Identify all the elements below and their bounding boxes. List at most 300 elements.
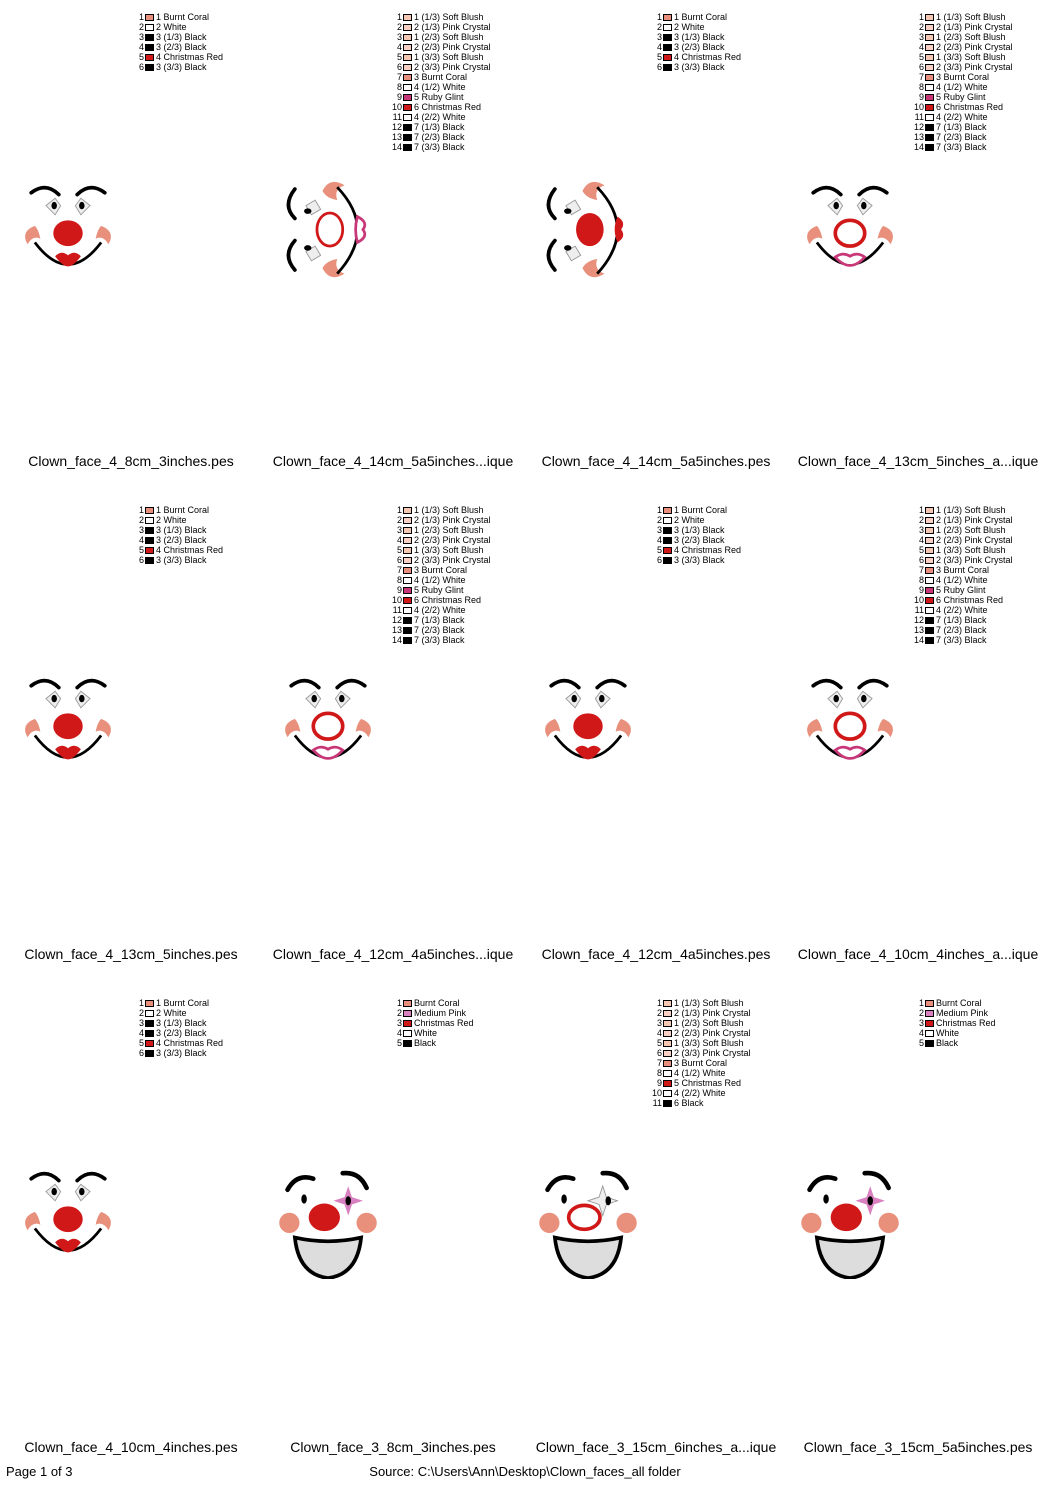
legend-row <box>646 32 741 42</box>
legend-step-number: 10 <box>391 102 402 112</box>
legend-thread-name: 4 Christmas Red <box>156 1038 224 1048</box>
legend-step-number: 6 <box>918 555 924 565</box>
legend-row <box>128 1028 223 1038</box>
legend-row <box>386 132 491 142</box>
color-swatch <box>663 1080 672 1087</box>
legend-thread-name: 4 (2/2) White <box>936 605 988 615</box>
color-swatch <box>403 74 412 81</box>
legend-step-number: 5 <box>656 52 662 62</box>
legend-step-number: 5 <box>396 1038 402 1048</box>
color-swatch <box>925 44 934 51</box>
legend-row <box>386 52 491 62</box>
thread-color-legend <box>646 12 741 72</box>
legend-row <box>908 555 1013 565</box>
legend-row <box>646 1048 751 1058</box>
color-swatch <box>403 24 412 31</box>
legend-step-number: 12 <box>391 615 402 625</box>
legend-thread-name: Christmas Red <box>414 1018 474 1028</box>
color-swatch <box>145 1000 154 1007</box>
color-swatch <box>145 557 154 564</box>
legend-thread-name: 5 Ruby Glint <box>414 92 464 102</box>
clown-face-4-icon <box>534 671 642 786</box>
color-swatch <box>403 84 412 91</box>
color-swatch <box>145 54 154 61</box>
legend-thread-name: 1 (2/3) Soft Blush <box>936 32 1006 42</box>
color-swatch <box>403 54 412 61</box>
legend-step-number: 4 <box>396 42 402 52</box>
legend-step-number: 4 <box>656 1028 662 1038</box>
legend-row <box>646 515 741 525</box>
legend-thread-name: 1 Burnt Coral <box>156 12 210 22</box>
legend-row <box>386 525 491 535</box>
legend-step-number: 4 <box>918 42 924 52</box>
legend-step-number: 4 <box>918 1028 924 1038</box>
legend-step-number: 13 <box>913 625 924 635</box>
legend-row <box>386 635 491 645</box>
legend-thread-name: 2 (2/3) Pink Crystal <box>414 42 491 52</box>
color-swatch <box>925 607 934 614</box>
color-swatch <box>663 54 672 61</box>
color-swatch <box>403 547 412 554</box>
color-swatch <box>925 144 934 151</box>
legend-row <box>128 1018 223 1028</box>
legend-row <box>646 1078 751 1088</box>
legend-step-number: 3 <box>656 32 662 42</box>
legend-step-number: 13 <box>391 625 402 635</box>
legend-thread-name: Medium Pink <box>414 1008 467 1018</box>
design-cell <box>787 986 1049 1479</box>
color-swatch <box>403 607 412 614</box>
color-swatch <box>663 517 672 524</box>
legend-step-number: 8 <box>396 575 402 585</box>
legend-thread-name: 3 (3/3) Black <box>674 62 725 72</box>
thread-color-legend <box>386 12 491 152</box>
clown-face-4-icon <box>14 1164 122 1279</box>
legend-row <box>386 565 491 575</box>
legend-row <box>908 22 1013 32</box>
legend-step-number: 3 <box>396 32 402 42</box>
legend-row <box>646 1058 751 1068</box>
color-swatch <box>925 617 934 624</box>
legend-step-number: 11 <box>914 112 924 122</box>
legend-step-number: 10 <box>913 102 924 112</box>
legend-step-number: 14 <box>913 635 924 645</box>
legend-row <box>128 998 223 1008</box>
color-swatch <box>925 537 934 544</box>
legend-row <box>386 595 491 605</box>
legend-step-number: 1 <box>138 998 144 1008</box>
legend-thread-name: 7 (3/3) Black <box>936 142 987 152</box>
legend-step-number: 8 <box>918 82 924 92</box>
color-swatch <box>403 627 412 634</box>
legend-step-number: 3 <box>918 32 924 42</box>
color-swatch <box>925 34 934 41</box>
legend-step-number: 6 <box>918 62 924 72</box>
legend-thread-name: 1 (3/3) Soft Blush <box>414 545 484 555</box>
legend-thread-name: 7 (2/3) Black <box>414 132 465 142</box>
legend-row <box>386 998 474 1008</box>
legend-row <box>386 1038 474 1048</box>
legend-row <box>908 1038 996 1048</box>
legend-row <box>646 22 741 32</box>
legend-thread-name: 1 (1/3) Soft Blush <box>674 998 744 1008</box>
legend-row <box>908 545 1013 555</box>
legend-step-number: 5 <box>918 52 924 62</box>
legend-step-number: 11 <box>392 112 402 122</box>
legend-row <box>386 605 491 615</box>
source-path: Source: C:\Users\Ann\Desktop\Clown_faces_all folder <box>369 1464 681 1479</box>
legend-row <box>646 52 741 62</box>
legend-row <box>386 575 491 585</box>
legend-row <box>908 72 1013 82</box>
legend-thread-name: 3 (3/3) Black <box>156 62 207 72</box>
legend-row <box>386 12 491 22</box>
color-swatch <box>145 14 154 21</box>
legend-step-number: 6 <box>138 62 144 72</box>
color-swatch <box>925 507 934 514</box>
legend-step-number: 5 <box>138 1038 144 1048</box>
legend-row <box>908 1008 996 1018</box>
legend-row <box>386 615 491 625</box>
design-cell <box>525 493 787 986</box>
thread-color-legend <box>128 505 223 565</box>
legend-row <box>646 1068 751 1078</box>
color-swatch <box>663 24 672 31</box>
legend-thread-name: 7 (1/3) Black <box>414 615 465 625</box>
color-swatch <box>145 527 154 534</box>
legend-row <box>908 132 1013 142</box>
legend-thread-name: Burnt Coral <box>936 998 982 1008</box>
legend-step-number: 9 <box>918 92 924 102</box>
legend-thread-name: 1 Burnt Coral <box>674 12 728 22</box>
color-swatch <box>145 507 154 514</box>
legend-row <box>908 575 1013 585</box>
color-swatch <box>925 627 934 634</box>
legend-thread-name: 1 (2/3) Soft Blush <box>936 525 1006 535</box>
legend-row <box>908 62 1013 72</box>
color-swatch <box>663 1010 672 1017</box>
legend-step-number: 1 <box>138 505 144 515</box>
thread-color-legend <box>646 998 751 1108</box>
legend-row <box>128 505 223 515</box>
legend-row <box>908 42 1013 52</box>
color-swatch <box>925 597 934 604</box>
legend-step-number: 3 <box>138 1018 144 1028</box>
color-swatch <box>663 1100 672 1107</box>
color-swatch <box>403 587 412 594</box>
legend-row <box>908 102 1013 112</box>
design-cell <box>525 986 787 1479</box>
legend-thread-name: 5 Ruby Glint <box>414 585 464 595</box>
legend-thread-name: 1 Burnt Coral <box>674 505 728 515</box>
legend-step-number: 1 <box>656 998 662 1008</box>
legend-row <box>908 535 1013 545</box>
legend-row <box>908 122 1013 132</box>
color-swatch <box>403 507 412 514</box>
color-swatch <box>925 1030 934 1037</box>
legend-step-number: 10 <box>391 595 402 605</box>
design-filename: Clown_face_4_14cm_5a5inches...ique <box>272 453 514 469</box>
legend-step-number: 7 <box>396 565 402 575</box>
legend-row <box>908 585 1013 595</box>
legend-step-number: 2 <box>396 22 402 32</box>
legend-thread-name: 5 Ruby Glint <box>936 92 986 102</box>
legend-thread-name: 1 (2/3) Soft Blush <box>674 1018 744 1028</box>
legend-row <box>646 62 741 72</box>
legend-thread-name: 6 Black <box>674 1098 704 1108</box>
clown-face-4-icon <box>14 178 122 293</box>
color-swatch <box>925 547 934 554</box>
legend-thread-name: 1 (1/3) Soft Blush <box>936 12 1006 22</box>
color-swatch <box>145 44 154 51</box>
legend-row <box>908 52 1013 62</box>
color-swatch <box>925 114 934 121</box>
color-swatch <box>403 1020 412 1027</box>
legend-step-number: 9 <box>396 585 402 595</box>
color-swatch <box>403 517 412 524</box>
legend-thread-name: 2 (3/3) Pink Crystal <box>936 555 1013 565</box>
legend-row <box>646 998 751 1008</box>
color-swatch <box>145 64 154 71</box>
design-filename: Clown_face_4_12cm_4a5inches.pes <box>541 946 771 962</box>
legend-step-number: 5 <box>918 1038 924 1048</box>
color-swatch <box>925 1000 934 1007</box>
thread-color-legend <box>908 505 1013 645</box>
legend-row <box>386 22 491 32</box>
page-indicator: Page 1 of 3 <box>6 1464 73 1479</box>
legend-thread-name: 2 (3/3) Pink Crystal <box>414 62 491 72</box>
legend-step-number: 4 <box>656 42 662 52</box>
legend-thread-name: 1 (3/3) Soft Blush <box>936 52 1006 62</box>
legend-thread-name: 1 (1/3) Soft Blush <box>414 505 484 515</box>
legend-thread-name: Christmas Red <box>936 1018 996 1028</box>
legend-thread-name: 4 (2/2) White <box>674 1088 726 1098</box>
color-swatch <box>403 577 412 584</box>
legend-thread-name: 3 (1/3) Black <box>674 32 725 42</box>
legend-row <box>908 112 1013 122</box>
legend-thread-name: 6 Christmas Red <box>414 102 482 112</box>
legend-row <box>386 72 491 82</box>
color-swatch <box>145 1050 154 1057</box>
legend-thread-name: 7 (3/3) Black <box>414 635 465 645</box>
legend-thread-name: 7 (2/3) Black <box>936 132 987 142</box>
legend-step-number: 12 <box>391 122 402 132</box>
color-swatch <box>403 1040 412 1047</box>
color-swatch <box>663 507 672 514</box>
legend-row <box>646 525 741 535</box>
design-cell <box>0 0 262 493</box>
design-filename: Clown_face_4_14cm_5a5inches.pes <box>541 453 771 469</box>
legend-step-number: 14 <box>391 635 402 645</box>
legend-step-number: 2 <box>918 515 924 525</box>
legend-step-number: 1 <box>656 505 662 515</box>
legend-thread-name: 1 (3/3) Soft Blush <box>414 52 484 62</box>
legend-step-number: 2 <box>138 1008 144 1018</box>
legend-row <box>386 505 491 515</box>
legend-thread-name: Burnt Coral <box>414 998 460 1008</box>
legend-thread-name: 1 Burnt Coral <box>156 998 210 1008</box>
legend-thread-name: 3 Burnt Coral <box>936 565 990 575</box>
legend-step-number: 8 <box>918 575 924 585</box>
legend-step-number: 13 <box>391 132 402 142</box>
thread-color-legend <box>386 505 491 645</box>
legend-row <box>386 112 491 122</box>
color-swatch <box>403 114 412 121</box>
color-swatch <box>403 597 412 604</box>
legend-thread-name: 1 Burnt Coral <box>156 505 210 515</box>
legend-step-number: 3 <box>656 1018 662 1028</box>
legend-thread-name: 7 (2/3) Black <box>414 625 465 635</box>
legend-step-number: 1 <box>918 998 924 1008</box>
color-swatch <box>403 44 412 51</box>
clown-face-4-icon <box>274 671 382 786</box>
legend-row <box>386 92 491 102</box>
clown-face-3-icon <box>534 1164 642 1279</box>
color-swatch <box>663 1090 672 1097</box>
color-swatch <box>145 537 154 544</box>
color-swatch <box>403 104 412 111</box>
legend-thread-name: 1 (3/3) Soft Blush <box>674 1038 744 1048</box>
legend-step-number: 9 <box>396 92 402 102</box>
legend-step-number: 14 <box>913 142 924 152</box>
color-swatch <box>403 617 412 624</box>
design-filename: Clown_face_4_10cm_4inches.pes <box>24 1439 238 1455</box>
legend-row <box>386 122 491 132</box>
color-swatch <box>145 1040 154 1047</box>
legend-thread-name: 3 (2/3) Black <box>156 1028 207 1038</box>
clown-face-4-icon <box>796 178 904 293</box>
legend-step-number: 7 <box>918 72 924 82</box>
design-cell <box>0 986 262 1479</box>
color-swatch <box>403 1030 412 1037</box>
legend-step-number: 2 <box>396 515 402 525</box>
clown-face-4-icon <box>796 671 904 786</box>
legend-row <box>386 1018 474 1028</box>
color-swatch <box>925 1010 934 1017</box>
color-swatch <box>925 104 934 111</box>
color-swatch <box>145 24 154 31</box>
legend-row <box>386 535 491 545</box>
color-swatch <box>663 1000 672 1007</box>
legend-step-number: 1 <box>396 12 402 22</box>
design-cell <box>262 493 524 986</box>
legend-thread-name: 3 Burnt Coral <box>414 565 468 575</box>
legend-row <box>128 555 223 565</box>
legend-step-number: 2 <box>918 22 924 32</box>
legend-step-number: 13 <box>913 132 924 142</box>
legend-row <box>386 1008 474 1018</box>
legend-step-number: 3 <box>918 525 924 535</box>
design-cell <box>787 493 1049 986</box>
legend-thread-name: 2 (3/3) Pink Crystal <box>414 555 491 565</box>
color-swatch <box>403 1010 412 1017</box>
legend-thread-name: 3 Burnt Coral <box>414 72 468 82</box>
legend-step-number: 7 <box>656 1058 662 1068</box>
legend-row <box>386 515 491 525</box>
legend-row <box>386 62 491 72</box>
legend-thread-name: 4 (2/2) White <box>936 112 988 122</box>
legend-thread-name: 4 (1/2) White <box>414 82 466 92</box>
legend-step-number: 2 <box>918 1008 924 1018</box>
legend-step-number: 3 <box>138 32 144 42</box>
legend-row <box>908 998 996 1008</box>
legend-thread-name: 3 (2/3) Black <box>156 42 207 52</box>
legend-step-number: 4 <box>138 42 144 52</box>
legend-thread-name: 4 (2/2) White <box>414 605 466 615</box>
legend-thread-name: 2 (3/3) Pink Crystal <box>936 62 1013 72</box>
design-filename: Clown_face_3_15cm_5a5inches.pes <box>803 1439 1033 1455</box>
legend-row <box>908 12 1013 22</box>
legend-step-number: 1 <box>656 12 662 22</box>
thread-color-legend <box>646 505 741 565</box>
legend-row <box>908 505 1013 515</box>
legend-row <box>128 1008 223 1018</box>
legend-thread-name: 3 (2/3) Black <box>674 535 725 545</box>
legend-row <box>908 92 1013 102</box>
clown-face-3-icon <box>274 1164 382 1279</box>
legend-row <box>128 515 223 525</box>
color-swatch <box>663 1060 672 1067</box>
color-swatch <box>663 1070 672 1077</box>
color-swatch <box>403 557 412 564</box>
legend-row <box>908 605 1013 615</box>
clown-face-4-icon <box>14 671 122 786</box>
legend-thread-name: 2 (3/3) Pink Crystal <box>674 1048 751 1058</box>
legend-thread-name: 1 (3/3) Soft Blush <box>936 545 1006 555</box>
legend-row <box>128 22 223 32</box>
legend-row <box>128 42 223 52</box>
color-swatch <box>145 1010 154 1017</box>
legend-row <box>908 635 1013 645</box>
color-swatch <box>145 1020 154 1027</box>
legend-row <box>646 1088 751 1098</box>
thread-color-legend <box>128 998 223 1058</box>
legend-thread-name: 7 (3/3) Black <box>414 142 465 152</box>
color-swatch <box>925 527 934 534</box>
legend-row <box>646 12 741 22</box>
legend-step-number: 11 <box>914 605 924 615</box>
legend-step-number: 12 <box>913 615 924 625</box>
legend-thread-name: 2 White <box>156 1008 187 1018</box>
legend-thread-name: 4 (1/2) White <box>936 82 988 92</box>
thread-color-legend <box>908 12 1013 152</box>
legend-step-number: 2 <box>656 22 662 32</box>
color-swatch <box>403 34 412 41</box>
legend-row <box>128 1048 223 1058</box>
legend-step-number: 10 <box>651 1088 662 1098</box>
legend-step-number: 3 <box>918 1018 924 1028</box>
design-filename: Clown_face_3_8cm_3inches.pes <box>290 1439 496 1455</box>
legend-row <box>386 82 491 92</box>
legend-row <box>128 52 223 62</box>
color-swatch <box>925 134 934 141</box>
legend-step-number: 1 <box>918 12 924 22</box>
thread-color-legend <box>908 998 996 1048</box>
color-swatch <box>403 134 412 141</box>
legend-thread-name: 3 Burnt Coral <box>674 1058 728 1068</box>
legend-thread-name: 4 (2/2) White <box>414 112 466 122</box>
legend-thread-name: 4 (1/2) White <box>936 575 988 585</box>
legend-row <box>386 555 491 565</box>
color-swatch <box>403 94 412 101</box>
legend-thread-name: 5 Ruby Glint <box>936 585 986 595</box>
legend-thread-name: 7 (2/3) Black <box>936 625 987 635</box>
legend-step-number: 9 <box>918 585 924 595</box>
legend-step-number: 4 <box>396 1028 402 1038</box>
legend-step-number: 5 <box>656 545 662 555</box>
legend-thread-name: 3 (3/3) Black <box>156 555 207 565</box>
legend-thread-name: 7 (1/3) Black <box>936 615 987 625</box>
